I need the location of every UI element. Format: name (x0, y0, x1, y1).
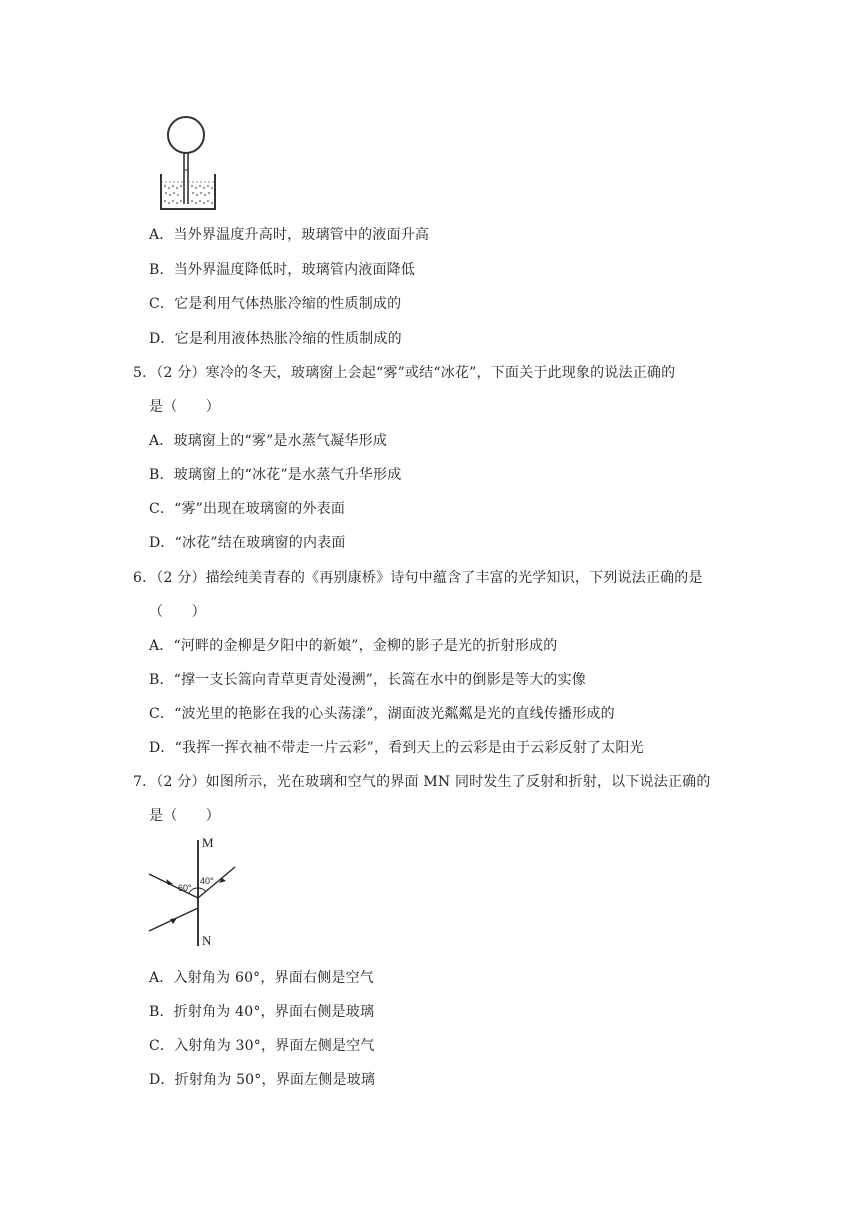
label-m: M (202, 835, 214, 850)
q6-option-d: D．“我挥一挥衣袖不带走一片云彩”，看到天上的云彩是由于云彩反射了太阳光 (149, 740, 644, 756)
q6-option-c: C．“波光里的艳影在我的心头荡漾”，湖面波光粼粼是光的直线传播形成的 (149, 706, 615, 722)
angle-40-label: 40° (200, 876, 214, 886)
q5-option-a: A．玻璃窗上的“雾”是水蒸气凝华形成 (149, 433, 388, 449)
q5-option-b: B．玻璃窗上的“冰花”是水蒸气升华形成 (149, 467, 402, 483)
air-thermometer-figure (155, 112, 221, 212)
q6-option-a: A．“河畔的金柳是夕阳中的新娘”，金柳的影子是光的折射形成的 (149, 638, 558, 654)
q4-option-a: A．当外界温度升高时，玻璃管中的液面升高 (149, 227, 430, 243)
label-n: N (202, 933, 212, 948)
q5-option-c: C．“雾”出现在玻璃窗的外表面 (149, 501, 346, 517)
q6-stem: 6．（2 分）描绘纯美青春的《再别康桥》诗句中蕴含了丰富的光学知识，下列说法正确的是 (133, 570, 703, 586)
angle-60-label: 60° (178, 883, 192, 893)
q6-stem-cont: （ ） (149, 604, 206, 620)
q7-stem-cont: 是（ ） (149, 808, 220, 824)
refraction-figure (145, 830, 245, 952)
q7-option-c: C．入射角为 30°，界面左侧是空气 (149, 1038, 375, 1054)
q4-option-b: B．当外界温度降低时，玻璃管内液面降低 (149, 262, 416, 278)
q6-option-b: B．“撑一支长篙向青草更青处漫溯”，长篙在水中的倒影是等大的实像 (149, 672, 587, 688)
q5-stem-cont: 是（ ） (149, 399, 220, 415)
q5-option-d: D．“冰花”结在玻璃窗的内表面 (149, 535, 346, 551)
q7-option-b: B．折射角为 40°，界面右侧是玻璃 (149, 1004, 375, 1020)
q4-option-d: D．它是利用液体热胀冷缩的性质制成的 (149, 331, 402, 347)
q4-option-c: C．它是利用气体热胀冷缩的性质制成的 (149, 296, 402, 312)
arrow-icon (166, 879, 173, 885)
q7-stem: 7．（2 分）如图所示，光在玻璃和空气的界面 MN 同时发生了反射和折射，以下说法正确的 (133, 774, 711, 790)
q7-option-d: D．折射角为 50°，界面左侧是玻璃 (149, 1072, 376, 1088)
q5-stem: 5．（2 分）寒冷的冬天，玻璃窗上会起“雾”或结“冰花”，下面关于此现象的说法正确的 (133, 365, 676, 381)
q7-option-a: A．入射角为 60°，界面右侧是空气 (149, 970, 374, 986)
